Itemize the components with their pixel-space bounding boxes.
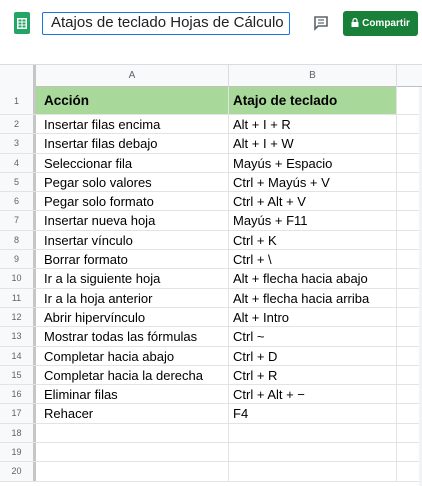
column-header-b[interactable]: B xyxy=(229,65,397,87)
cell-a[interactable]: Acción xyxy=(36,87,229,114)
cell-a[interactable]: Insertar nueva hoja xyxy=(36,211,229,229)
cell-b[interactable]: Ctrl + \ xyxy=(229,250,397,268)
table-row xyxy=(0,462,422,481)
comment-icon[interactable] xyxy=(313,15,329,31)
table-row xyxy=(0,173,422,192)
cell-a[interactable]: Insertar filas encima xyxy=(36,115,229,133)
cell-b[interactable] xyxy=(229,462,397,480)
column-header-row xyxy=(0,64,422,87)
cell-a[interactable]: Ir a la hoja anterior xyxy=(36,289,229,307)
cell-a[interactable] xyxy=(36,424,229,442)
cell-a[interactable]: Pegar solo formato xyxy=(36,192,229,210)
cell-b[interactable]: Ctrl + Mayús + V xyxy=(229,173,397,191)
table-row xyxy=(0,269,422,288)
sheets-icon[interactable] xyxy=(14,12,30,34)
share-label: Compartir xyxy=(362,18,410,29)
lock-icon xyxy=(351,18,359,27)
row-number[interactable]: 15 xyxy=(0,366,36,384)
row-number[interactable]: 6 xyxy=(0,192,36,210)
column-header-c[interactable] xyxy=(397,65,422,87)
row-number[interactable]: 16 xyxy=(0,385,36,403)
table-row xyxy=(0,443,422,462)
table-row xyxy=(0,347,422,366)
row-number[interactable]: 8 xyxy=(0,231,36,249)
cell-b[interactable]: Alt + I + R xyxy=(229,115,397,133)
table-row xyxy=(0,289,422,308)
column-header-a[interactable]: A xyxy=(36,65,229,87)
row-number[interactable]: 2 xyxy=(0,115,36,133)
row-number[interactable]: 10 xyxy=(0,269,36,287)
cell-a[interactable]: Insertar filas debajo xyxy=(36,134,229,152)
row-number[interactable]: 9 xyxy=(0,250,36,268)
cell-a[interactable]: Completar hacia la derecha xyxy=(36,366,229,384)
cell-b[interactable]: Ctrl + R xyxy=(229,366,397,384)
table-row xyxy=(0,250,422,269)
select-all-corner[interactable] xyxy=(0,65,36,87)
table-row xyxy=(0,424,422,443)
cell-b[interactable]: F4 xyxy=(229,404,397,422)
row-number[interactable]: 4 xyxy=(0,154,36,172)
cell-b[interactable]: Alt + flecha hacia arriba xyxy=(229,289,397,307)
spreadsheet-grid xyxy=(0,64,422,486)
top-bar xyxy=(0,0,422,48)
table-row xyxy=(0,192,422,211)
table-row xyxy=(0,308,422,327)
cell-a[interactable]: Pegar solo valores xyxy=(36,173,229,191)
table-row xyxy=(0,404,422,423)
cell-b[interactable]: Ctrl + D xyxy=(229,347,397,365)
cell-b[interactable]: Alt + flecha hacia abajo xyxy=(229,269,397,287)
table-row xyxy=(0,134,422,153)
table-row xyxy=(0,154,422,173)
cell-b[interactable] xyxy=(229,424,397,442)
table-row xyxy=(0,87,422,115)
cell-a[interactable] xyxy=(36,462,229,480)
cell-b[interactable]: Ctrl + K xyxy=(229,231,397,249)
cell-b[interactable]: Alt + Intro xyxy=(229,308,397,326)
cell-b[interactable] xyxy=(229,443,397,461)
cell-a[interactable]: Eliminar filas xyxy=(36,385,229,403)
share-button[interactable] xyxy=(343,11,418,36)
row-number[interactable]: 18 xyxy=(0,424,36,442)
row-number[interactable]: 14 xyxy=(0,347,36,365)
row-number[interactable]: 11 xyxy=(0,289,36,307)
cell-a[interactable]: Borrar formato xyxy=(36,250,229,268)
cell-a[interactable]: Mostrar todas las fórmulas xyxy=(36,327,229,345)
row-number[interactable]: 3 xyxy=(0,134,36,152)
row-number[interactable]: 13 xyxy=(0,327,36,345)
table-row xyxy=(0,211,422,230)
row-number[interactable]: 7 xyxy=(0,211,36,229)
row-number[interactable]: 12 xyxy=(0,308,36,326)
cell-b[interactable]: Ctrl + Alt + V xyxy=(229,192,397,210)
cell-a[interactable]: Completar hacia abajo xyxy=(36,347,229,365)
table-row xyxy=(0,231,422,250)
cell-a[interactable]: Ir a la siguiente hoja xyxy=(36,269,229,287)
table-row xyxy=(0,385,422,404)
cell-a[interactable]: Rehacer xyxy=(36,404,229,422)
cell-b[interactable]: Mayús + Espacio xyxy=(229,154,397,172)
row-number[interactable]: 1 xyxy=(0,87,36,114)
cell-b[interactable]: Ctrl + Alt + − xyxy=(229,385,397,403)
table-row xyxy=(0,327,422,346)
row-number[interactable]: 17 xyxy=(0,404,36,422)
document-title-input[interactable]: Atajos de teclado Hojas de Cálculo xyxy=(42,12,290,35)
row-number[interactable]: 20 xyxy=(0,462,36,480)
cell-b[interactable]: Mayús + F11 xyxy=(229,211,397,229)
table-row xyxy=(0,366,422,385)
cell-b[interactable]: Atajo de teclado xyxy=(229,87,397,114)
row-number[interactable]: 5 xyxy=(0,173,36,191)
cell-a[interactable]: Insertar vínculo xyxy=(36,231,229,249)
cell-a[interactable]: Abrir hipervínculo xyxy=(36,308,229,326)
row-number[interactable]: 19 xyxy=(0,443,36,461)
cell-b[interactable]: Ctrl ~ xyxy=(229,327,397,345)
rows xyxy=(0,87,422,482)
table-row xyxy=(0,115,422,134)
cell-b[interactable]: Alt + I + W xyxy=(229,134,397,152)
cell-a[interactable]: Seleccionar fila xyxy=(36,154,229,172)
cell-a[interactable] xyxy=(36,443,229,461)
